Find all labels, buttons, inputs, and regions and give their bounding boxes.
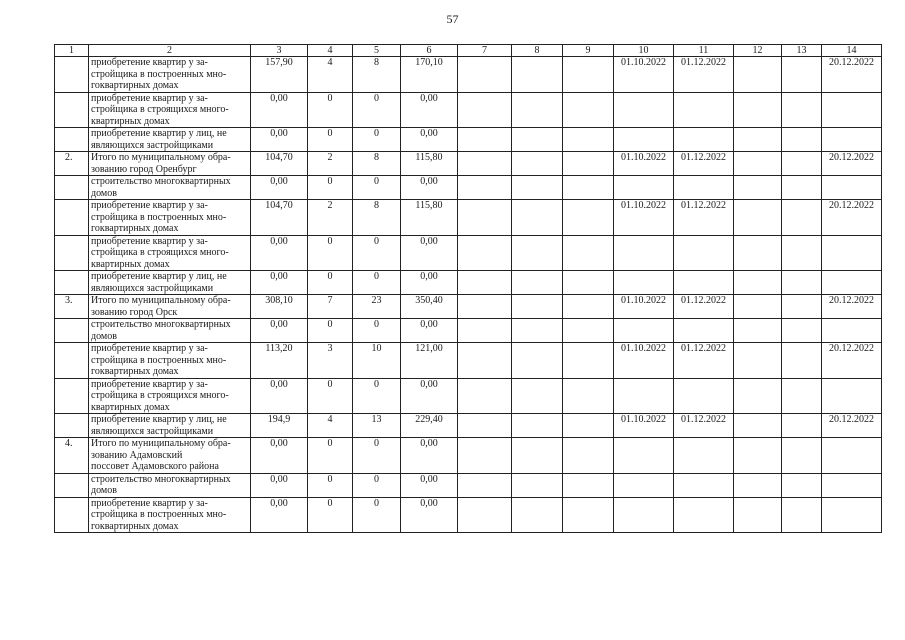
cell-col-14: 20.12.2022 <box>822 295 882 319</box>
cell-col-11 <box>674 271 734 295</box>
cell-col-9 <box>563 271 614 295</box>
row-name: Итого по муниципальному обра- зованию город Орск <box>89 295 251 319</box>
cell-col-3: 0,00 <box>251 128 308 152</box>
header-cell-5: 5 <box>353 45 401 57</box>
row-name: строительство многоквартирных домов <box>89 176 251 200</box>
cell-col-3: 0,00 <box>251 497 308 533</box>
cell-col-9 <box>563 343 614 379</box>
cell-col-13 <box>782 378 822 414</box>
row-name: Итого по муниципальному обра- зованию город Оренбург <box>89 152 251 176</box>
cell-col-14: 20.12.2022 <box>822 152 882 176</box>
cell-col-12 <box>734 57 782 93</box>
cell-col-4: 2 <box>308 152 353 176</box>
cell-col-12 <box>734 92 782 128</box>
row-name: приобретение квартир у лиц, не являющихся застройщиками <box>89 271 251 295</box>
cell-col-8 <box>512 92 563 128</box>
cell-col-3: 157,90 <box>251 57 308 93</box>
cell-col-14: 20.12.2022 <box>822 414 882 438</box>
cell-col-6: 0,00 <box>401 128 458 152</box>
cell-col-8 <box>512 57 563 93</box>
data-table <box>54 44 882 533</box>
cell-col-11: 01.12.2022 <box>674 343 734 379</box>
cell-col-11: 01.12.2022 <box>674 414 734 438</box>
row-number <box>55 343 89 379</box>
cell-col-7 <box>458 438 512 474</box>
cell-col-14 <box>822 497 882 533</box>
cell-col-14 <box>822 271 882 295</box>
cell-col-8 <box>512 271 563 295</box>
row-number <box>55 92 89 128</box>
cell-col-10: 01.10.2022 <box>614 295 674 319</box>
cell-col-6: 350,40 <box>401 295 458 319</box>
cell-col-4: 0 <box>308 497 353 533</box>
cell-col-3: 0,00 <box>251 92 308 128</box>
cell-col-11 <box>674 378 734 414</box>
cell-col-6: 0,00 <box>401 235 458 271</box>
cell-col-7 <box>458 176 512 200</box>
row-name: приобретение квартир у за- стройщика в строящихся много- квартирных домах <box>89 235 251 271</box>
cell-col-6: 0,00 <box>401 92 458 128</box>
header-cell-9: 9 <box>563 45 614 57</box>
cell-col-7 <box>458 378 512 414</box>
cell-col-5: 0 <box>353 176 401 200</box>
table-row <box>55 152 882 176</box>
row-number: 2. <box>55 152 89 176</box>
cell-col-4: 0 <box>308 176 353 200</box>
cell-col-13 <box>782 319 822 343</box>
table-row <box>55 319 882 343</box>
cell-col-4: 2 <box>308 200 353 236</box>
cell-col-11: 01.12.2022 <box>674 295 734 319</box>
row-number <box>55 319 89 343</box>
cell-col-9 <box>563 414 614 438</box>
cell-col-14 <box>822 473 882 497</box>
cell-col-12 <box>734 343 782 379</box>
cell-col-4: 0 <box>308 319 353 343</box>
cell-col-13 <box>782 473 822 497</box>
cell-col-6: 229,40 <box>401 414 458 438</box>
table-row <box>55 235 882 271</box>
cell-col-13 <box>782 92 822 128</box>
cell-col-4: 0 <box>308 128 353 152</box>
cell-col-9 <box>563 128 614 152</box>
cell-col-6: 0,00 <box>401 378 458 414</box>
cell-col-9 <box>563 57 614 93</box>
cell-col-5: 8 <box>353 57 401 93</box>
cell-col-10 <box>614 92 674 128</box>
cell-col-12 <box>734 438 782 474</box>
cell-col-6: 0,00 <box>401 438 458 474</box>
cell-col-14: 20.12.2022 <box>822 200 882 236</box>
row-number <box>55 473 89 497</box>
cell-col-4: 0 <box>308 92 353 128</box>
cell-col-4: 0 <box>308 378 353 414</box>
cell-col-11: 01.12.2022 <box>674 57 734 93</box>
cell-col-10 <box>614 497 674 533</box>
cell-col-8 <box>512 497 563 533</box>
cell-col-4: 4 <box>308 414 353 438</box>
cell-col-7 <box>458 295 512 319</box>
cell-col-10 <box>614 319 674 343</box>
cell-col-4: 0 <box>308 438 353 474</box>
cell-col-3: 113,20 <box>251 343 308 379</box>
cell-col-6: 0,00 <box>401 473 458 497</box>
cell-col-8 <box>512 200 563 236</box>
cell-col-14: 20.12.2022 <box>822 57 882 93</box>
cell-col-14 <box>822 176 882 200</box>
cell-col-14 <box>822 92 882 128</box>
table-row <box>55 128 882 152</box>
cell-col-5: 0 <box>353 378 401 414</box>
header-cell-12: 12 <box>734 45 782 57</box>
table-row <box>55 414 882 438</box>
cell-col-10 <box>614 176 674 200</box>
row-name: приобретение квартир у за- стройщика в строящихся много- квартирных домах <box>89 378 251 414</box>
table-row <box>55 200 882 236</box>
cell-col-11 <box>674 473 734 497</box>
cell-col-10 <box>614 473 674 497</box>
cell-col-6: 121,00 <box>401 343 458 379</box>
cell-col-5: 0 <box>353 497 401 533</box>
cell-col-9 <box>563 378 614 414</box>
cell-col-12 <box>734 378 782 414</box>
cell-col-5: 0 <box>353 128 401 152</box>
cell-col-14 <box>822 235 882 271</box>
cell-col-11 <box>674 128 734 152</box>
header-cell-14: 14 <box>822 45 882 57</box>
row-number <box>55 414 89 438</box>
cell-col-13 <box>782 343 822 379</box>
cell-col-13 <box>782 200 822 236</box>
cell-col-3: 0,00 <box>251 176 308 200</box>
row-name: приобретение квартир у за- стройщика в построенных мно- гоквартирных домах <box>89 343 251 379</box>
cell-col-8 <box>512 295 563 319</box>
cell-col-9 <box>563 295 614 319</box>
cell-col-8 <box>512 378 563 414</box>
table-row <box>55 92 882 128</box>
cell-col-7 <box>458 414 512 438</box>
cell-col-8 <box>512 319 563 343</box>
cell-col-7 <box>458 92 512 128</box>
cell-col-12 <box>734 497 782 533</box>
row-number <box>55 176 89 200</box>
row-name: приобретение квартир у за- стройщика в построенных мно- гоквартирных домах <box>89 200 251 236</box>
cell-col-13 <box>782 271 822 295</box>
header-cell-6: 6 <box>401 45 458 57</box>
header-cell-3: 3 <box>251 45 308 57</box>
cell-col-6: 0,00 <box>401 271 458 295</box>
cell-col-12 <box>734 473 782 497</box>
cell-col-7 <box>458 271 512 295</box>
cell-col-11 <box>674 438 734 474</box>
header-cell-2: 2 <box>89 45 251 57</box>
row-name: Итого по муниципальному обра- зованию Адамовский поссовет Адамовского района <box>89 438 251 474</box>
cell-col-9 <box>563 200 614 236</box>
cell-col-12 <box>734 271 782 295</box>
cell-col-9 <box>563 152 614 176</box>
table-row <box>55 473 882 497</box>
cell-col-5: 0 <box>353 319 401 343</box>
row-number <box>55 271 89 295</box>
cell-col-11: 01.12.2022 <box>674 152 734 176</box>
cell-col-8 <box>512 176 563 200</box>
row-name: приобретение квартир у лиц, не являющихся застройщиками <box>89 414 251 438</box>
cell-col-5: 0 <box>353 473 401 497</box>
cell-col-3: 104,70 <box>251 200 308 236</box>
cell-col-13 <box>782 176 822 200</box>
cell-col-4: 0 <box>308 235 353 271</box>
cell-col-13 <box>782 152 822 176</box>
cell-col-9 <box>563 92 614 128</box>
cell-col-3: 308,10 <box>251 295 308 319</box>
header-row <box>55 45 882 57</box>
cell-col-11 <box>674 319 734 343</box>
cell-col-7 <box>458 473 512 497</box>
cell-col-11 <box>674 235 734 271</box>
cell-col-6: 0,00 <box>401 319 458 343</box>
cell-col-3: 0,00 <box>251 319 308 343</box>
cell-col-14 <box>822 378 882 414</box>
cell-col-6: 0,00 <box>401 497 458 533</box>
table-row <box>55 438 882 474</box>
cell-col-9 <box>563 176 614 200</box>
row-number <box>55 128 89 152</box>
cell-col-12 <box>734 128 782 152</box>
cell-col-10 <box>614 128 674 152</box>
cell-col-5: 13 <box>353 414 401 438</box>
cell-col-7 <box>458 152 512 176</box>
cell-col-3: 0,00 <box>251 271 308 295</box>
row-number <box>55 378 89 414</box>
cell-col-4: 3 <box>308 343 353 379</box>
cell-col-12 <box>734 152 782 176</box>
cell-col-3: 0,00 <box>251 438 308 474</box>
cell-col-5: 0 <box>353 235 401 271</box>
cell-col-11 <box>674 92 734 128</box>
cell-col-9 <box>563 438 614 474</box>
cell-col-3: 0,00 <box>251 378 308 414</box>
cell-col-12 <box>734 414 782 438</box>
cell-col-9 <box>563 235 614 271</box>
cell-col-14: 20.12.2022 <box>822 343 882 379</box>
cell-col-5: 23 <box>353 295 401 319</box>
cell-col-9 <box>563 497 614 533</box>
cell-col-3: 0,00 <box>251 235 308 271</box>
cell-col-5: 0 <box>353 92 401 128</box>
cell-col-9 <box>563 473 614 497</box>
row-number: 3. <box>55 295 89 319</box>
cell-col-10: 01.10.2022 <box>614 343 674 379</box>
row-number: 4. <box>55 438 89 474</box>
cell-col-7 <box>458 200 512 236</box>
table-body <box>55 57 882 533</box>
row-name: приобретение квартир у за- стройщика в строящихся много- квартирных домах <box>89 92 251 128</box>
cell-col-10: 01.10.2022 <box>614 414 674 438</box>
cell-col-8 <box>512 414 563 438</box>
cell-col-8 <box>512 128 563 152</box>
header-cell-1: 1 <box>55 45 89 57</box>
cell-col-13 <box>782 57 822 93</box>
cell-col-4: 0 <box>308 473 353 497</box>
table-row <box>55 497 882 533</box>
cell-col-9 <box>563 319 614 343</box>
cell-col-12 <box>734 235 782 271</box>
cell-col-6: 115,80 <box>401 152 458 176</box>
cell-col-6: 170,10 <box>401 57 458 93</box>
cell-col-13 <box>782 295 822 319</box>
cell-col-14 <box>822 438 882 474</box>
header-cell-7: 7 <box>458 45 512 57</box>
cell-col-11 <box>674 497 734 533</box>
cell-col-5: 0 <box>353 438 401 474</box>
row-name: строительство многоквартирных домов <box>89 473 251 497</box>
cell-col-7 <box>458 57 512 93</box>
cell-col-8 <box>512 473 563 497</box>
cell-col-4: 4 <box>308 57 353 93</box>
cell-col-12 <box>734 200 782 236</box>
cell-col-5: 10 <box>353 343 401 379</box>
cell-col-10: 01.10.2022 <box>614 200 674 236</box>
header-cell-10: 10 <box>614 45 674 57</box>
row-number <box>55 497 89 533</box>
cell-col-14 <box>822 128 882 152</box>
header-cell-4: 4 <box>308 45 353 57</box>
cell-col-10 <box>614 271 674 295</box>
cell-col-6: 0,00 <box>401 176 458 200</box>
table-row <box>55 176 882 200</box>
row-name: приобретение квартир у за- стройщика в построенных мно- гоквартирных домах <box>89 497 251 533</box>
cell-col-5: 0 <box>353 271 401 295</box>
cell-col-3: 0,00 <box>251 473 308 497</box>
cell-col-4: 7 <box>308 295 353 319</box>
cell-col-11: 01.12.2022 <box>674 200 734 236</box>
cell-col-13 <box>782 235 822 271</box>
header-cell-11: 11 <box>674 45 734 57</box>
cell-col-8 <box>512 343 563 379</box>
table-row <box>55 378 882 414</box>
cell-col-10 <box>614 378 674 414</box>
cell-col-13 <box>782 414 822 438</box>
cell-col-5: 8 <box>353 200 401 236</box>
cell-col-12 <box>734 295 782 319</box>
cell-col-5: 8 <box>353 152 401 176</box>
cell-col-10: 01.10.2022 <box>614 57 674 93</box>
row-number <box>55 235 89 271</box>
cell-col-3: 194,9 <box>251 414 308 438</box>
cell-col-4: 0 <box>308 271 353 295</box>
header-cell-8: 8 <box>512 45 563 57</box>
page-number: 57 <box>446 12 459 26</box>
cell-col-8 <box>512 152 563 176</box>
cell-col-3: 104,70 <box>251 152 308 176</box>
cell-col-7 <box>458 235 512 271</box>
cell-col-10 <box>614 235 674 271</box>
row-name: приобретение квартир у за- стройщика в построенных мно- гоквартирных домах <box>89 57 251 93</box>
table-row <box>55 343 882 379</box>
table-row <box>55 271 882 295</box>
cell-col-12 <box>734 319 782 343</box>
cell-col-7 <box>458 319 512 343</box>
cell-col-8 <box>512 235 563 271</box>
row-number <box>55 200 89 236</box>
cell-col-7 <box>458 497 512 533</box>
cell-col-13 <box>782 497 822 533</box>
cell-col-10 <box>614 438 674 474</box>
table-row <box>55 57 882 93</box>
cell-col-6: 115,80 <box>401 200 458 236</box>
row-name: строительство многоквартирных домов <box>89 319 251 343</box>
row-number <box>55 57 89 93</box>
cell-col-8 <box>512 438 563 474</box>
row-name: приобретение квартир у лиц, не являющихся застройщиками <box>89 128 251 152</box>
cell-col-13 <box>782 128 822 152</box>
cell-col-12 <box>734 176 782 200</box>
cell-col-10: 01.10.2022 <box>614 152 674 176</box>
cell-col-13 <box>782 438 822 474</box>
cell-col-7 <box>458 128 512 152</box>
header-cell-13: 13 <box>782 45 822 57</box>
cell-col-7 <box>458 343 512 379</box>
cell-col-14 <box>822 319 882 343</box>
cell-col-11 <box>674 176 734 200</box>
table-row <box>55 295 882 319</box>
